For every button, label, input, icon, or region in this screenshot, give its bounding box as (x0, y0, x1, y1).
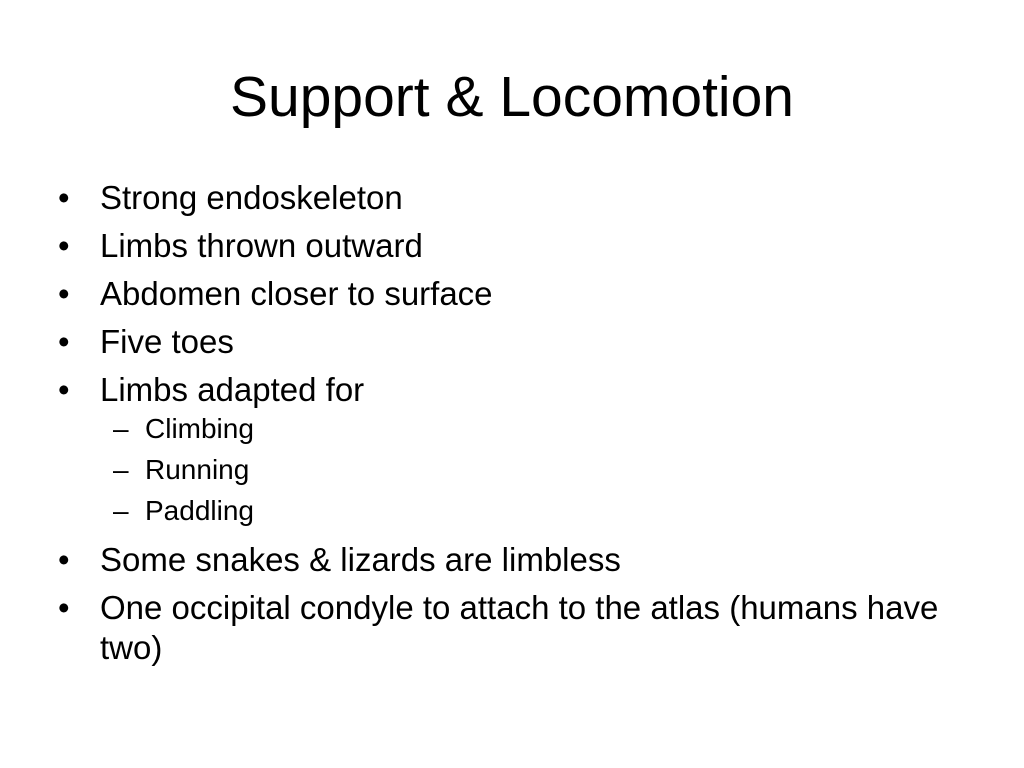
slide-title: Support & Locomotion (229, 65, 795, 129)
bullet-item (58, 370, 958, 528)
bullet-item (58, 274, 958, 314)
bullet-item (58, 540, 958, 580)
bullet-marker: • (58, 275, 70, 312)
bullet-text: Abdomen closer to surface (100, 275, 493, 312)
sub-bullet-list (100, 412, 958, 528)
bullet-item (58, 588, 958, 668)
bullet-marker: • (58, 323, 70, 360)
sub-bullet-marker: – (113, 495, 129, 526)
bullet-list (58, 178, 958, 676)
bullet-text: One occipital condyle to attach to the atlas (humans have two) (100, 589, 939, 666)
sub-bullet-item (100, 412, 958, 446)
sub-bullet-item (100, 453, 958, 487)
sub-bullet-text: Climbing (145, 413, 254, 444)
bullet-text: Limbs adapted for (100, 371, 365, 408)
sub-bullet-marker: – (113, 454, 129, 485)
bullet-marker: • (58, 589, 70, 626)
sub-bullet-item (100, 494, 958, 528)
bullet-text: Some snakes & lizards are limbless (100, 541, 621, 578)
bullet-text: Five toes (100, 323, 234, 360)
bullet-marker: • (58, 179, 70, 216)
bullet-item (58, 322, 958, 362)
sub-bullet-text: Running (145, 454, 250, 485)
sub-bullet-marker: – (113, 413, 129, 444)
bullet-marker: • (58, 371, 70, 408)
bullet-item (58, 178, 958, 218)
bullet-marker: • (58, 541, 70, 578)
bullet-text: Limbs thrown outward (100, 227, 423, 264)
bullet-text: Strong endoskeleton (100, 179, 403, 216)
sub-bullet-text: Paddling (145, 495, 254, 526)
bullet-item (58, 226, 958, 266)
bullet-marker: • (58, 227, 70, 264)
